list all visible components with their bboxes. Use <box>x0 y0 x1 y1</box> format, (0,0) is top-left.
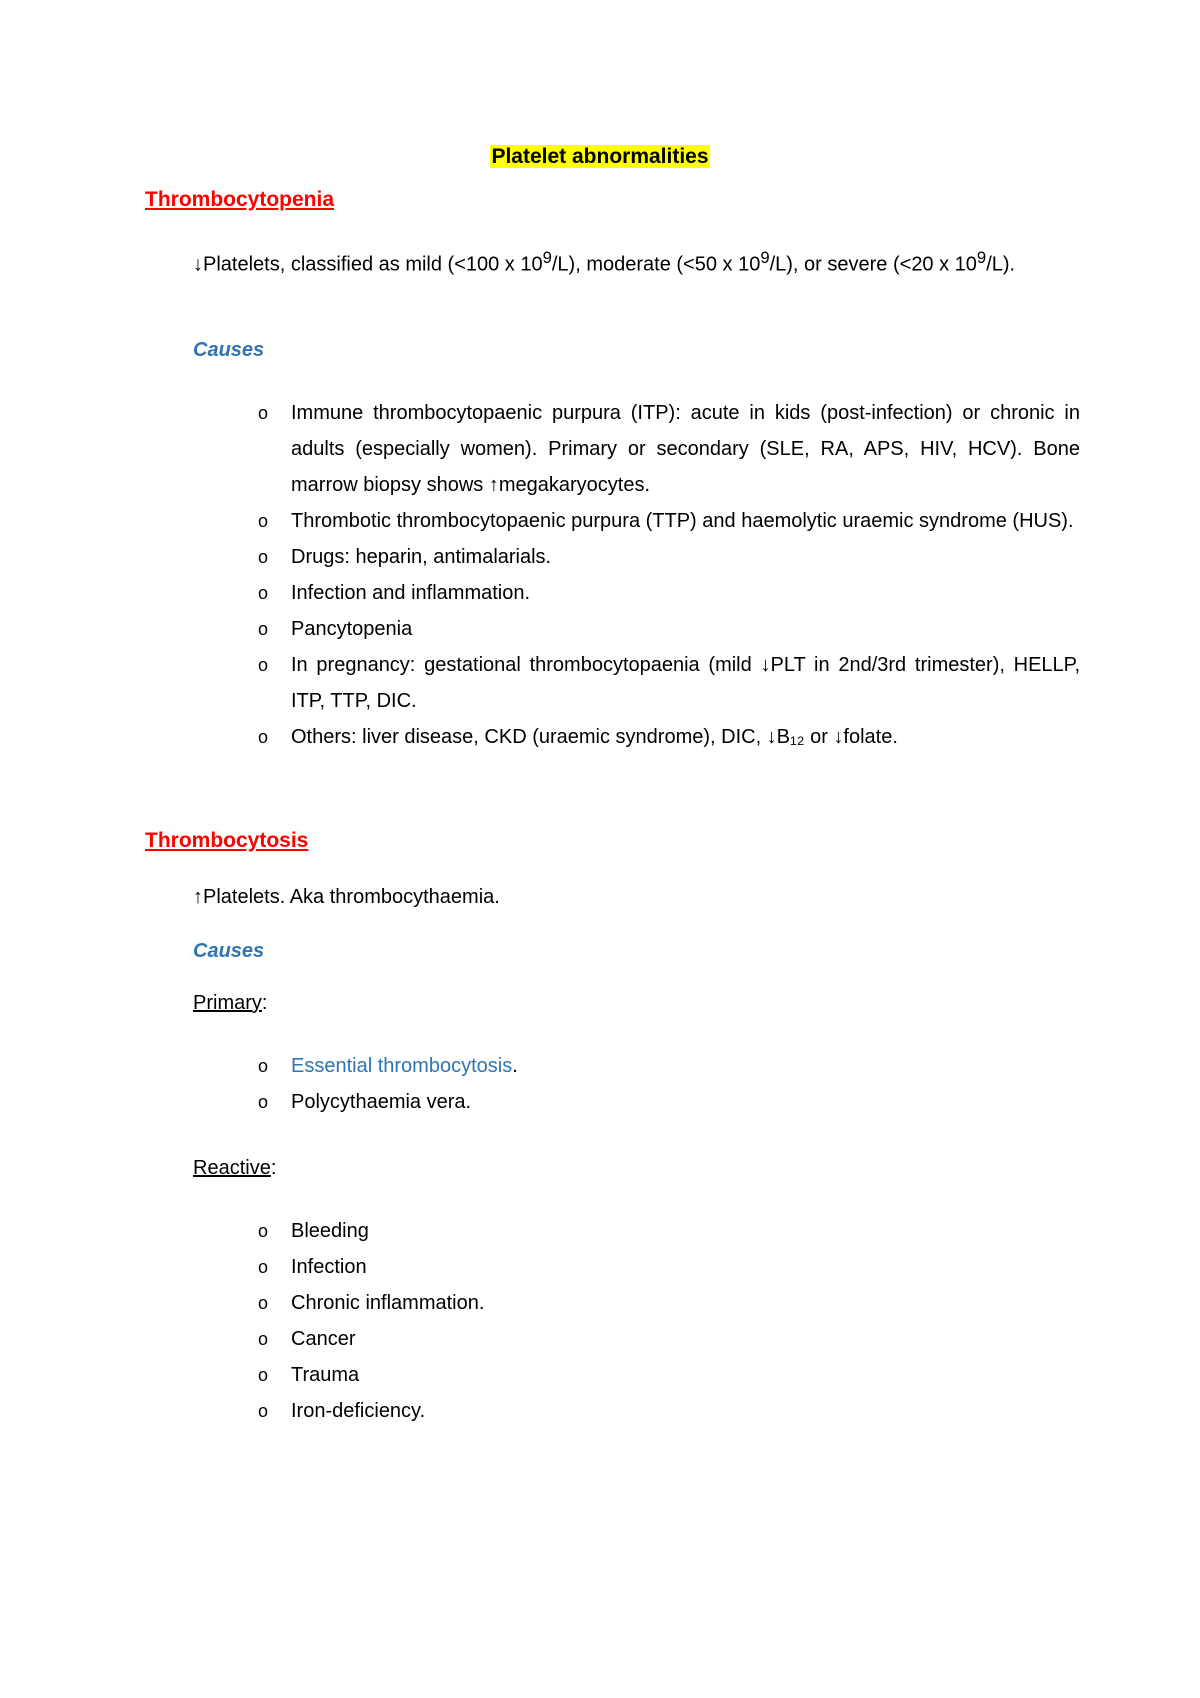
thrombocytopenia-cause-item-text: Infection and inflammation. <box>291 582 531 604</box>
reactive-cause-item-text: Trauma <box>291 1364 360 1386</box>
thrombocytopenia-cause-item <box>258 395 1080 503</box>
bullet-icon: o <box>258 655 269 675</box>
thrombocytosis-description: ↑Platelets. Aka thrombocythaemia. <box>193 886 500 908</box>
reactive-cause-item <box>258 1213 1080 1249</box>
thrombocytopenia-cause-item <box>258 719 1080 755</box>
bullet-icon: o <box>258 1293 269 1313</box>
thrombocytopenia-cause-item-text: Pancytopenia <box>291 618 413 640</box>
bullet-icon: o <box>258 1221 269 1241</box>
primary-cause-item <box>258 1084 1080 1120</box>
primary-label-text: Primary <box>193 992 262 1014</box>
primary-causes-list <box>258 1048 1080 1120</box>
primary-cause-item <box>258 1048 1080 1084</box>
bullet-icon: o <box>258 511 269 531</box>
thrombocytopenia-cause-item-text: Immune thrombocytopaenic purpura (ITP): acute in kids (post-infection) or chronic in adults (especially women). Primary or secondary (SLE, RA, APS, HIV, HCV). Bone marrow biopsy shows ↑megakaryocytes. <box>291 402 1080 496</box>
primary-colon: : <box>261 992 268 1014</box>
page-title-text: Platelet abnormalities <box>491 145 709 168</box>
bullet-icon: o <box>258 1092 269 1112</box>
thrombocytopenia-cause-item <box>258 611 1080 647</box>
thrombocytopenia-cause-item-text: In pregnancy: gestational thrombocytopaenia (mild ↓PLT in 2nd/3rd trimester), HELLP, ITP, TTP, DIC. <box>291 654 1080 712</box>
bullet-icon: o <box>258 619 269 639</box>
bullet-icon: o <box>258 1329 269 1349</box>
thrombocytopenia-cause-item-text: Others: liver disease, CKD (uraemic syndrome), DIC, ↓B₁₂ or ↓folate. <box>291 726 898 748</box>
thrombocytopenia-cause-item-text: Drugs: heparin, antimalarials. <box>291 546 552 568</box>
reactive-cause-item <box>258 1393 1080 1429</box>
bullet-icon: o <box>258 547 269 567</box>
reactive-cause-item-text: Chronic inflammation. <box>291 1292 485 1314</box>
bullet-icon: o <box>258 1365 269 1385</box>
reactive-label-text: Reactive <box>193 1157 271 1179</box>
reactive-label <box>193 1155 276 1181</box>
heading-thrombocytopenia: Thrombocytopenia <box>145 188 335 211</box>
thrombocytopenia-cause-item <box>258 575 1080 611</box>
reactive-cause-item <box>258 1321 1080 1357</box>
causes-label-thrombocytopenia: Causes <box>193 339 265 361</box>
reactive-cause-item-text: Cancer <box>291 1328 356 1350</box>
reactive-colon: : <box>270 1157 277 1179</box>
page-title <box>0 144 1200 170</box>
reactive-causes-list <box>258 1213 1080 1429</box>
thrombocytopenia-causes-list <box>258 395 1080 755</box>
thrombocytopenia-cause-item <box>258 647 1080 719</box>
primary-label <box>193 990 267 1016</box>
thrombocytopenia-cause-item-text: Thrombotic thrombocytopaenic purpura (TTP) and haemolytic uraemic syndrome (HUS). <box>291 510 1074 532</box>
reactive-cause-item-text: Iron-deficiency. <box>291 1400 426 1422</box>
thrombocytopenia-cause-item <box>258 539 1080 575</box>
reactive-cause-item-text: Infection <box>291 1256 367 1278</box>
bullet-icon: o <box>258 1257 269 1277</box>
primary-cause-item-text: Essential thrombocytosis. <box>291 1055 518 1077</box>
bullet-icon: o <box>258 583 269 603</box>
reactive-cause-item-text: Bleeding <box>291 1220 369 1242</box>
reactive-cause-item <box>258 1249 1080 1285</box>
causes-label-thrombocytosis: Causes <box>193 940 265 962</box>
bullet-icon: o <box>258 403 269 423</box>
heading-thrombocytosis: Thrombocytosis <box>145 829 309 852</box>
reactive-cause-item <box>258 1285 1080 1321</box>
bullet-icon: o <box>258 1401 269 1421</box>
thrombocytopenia-description: ↓Platelets, classified as mild (<100 x $10^9/L$), moderate (<50 x $10^9/L$), or severe (<20 x $10^9/L$). <box>193 248 1016 276</box>
thrombocytopenia-cause-item <box>258 503 1080 539</box>
bullet-icon: o <box>258 1056 269 1076</box>
bullet-icon: o <box>258 727 269 747</box>
primary-cause-item-text: Polycythaemia vera. <box>291 1091 472 1113</box>
reactive-cause-item <box>258 1357 1080 1393</box>
